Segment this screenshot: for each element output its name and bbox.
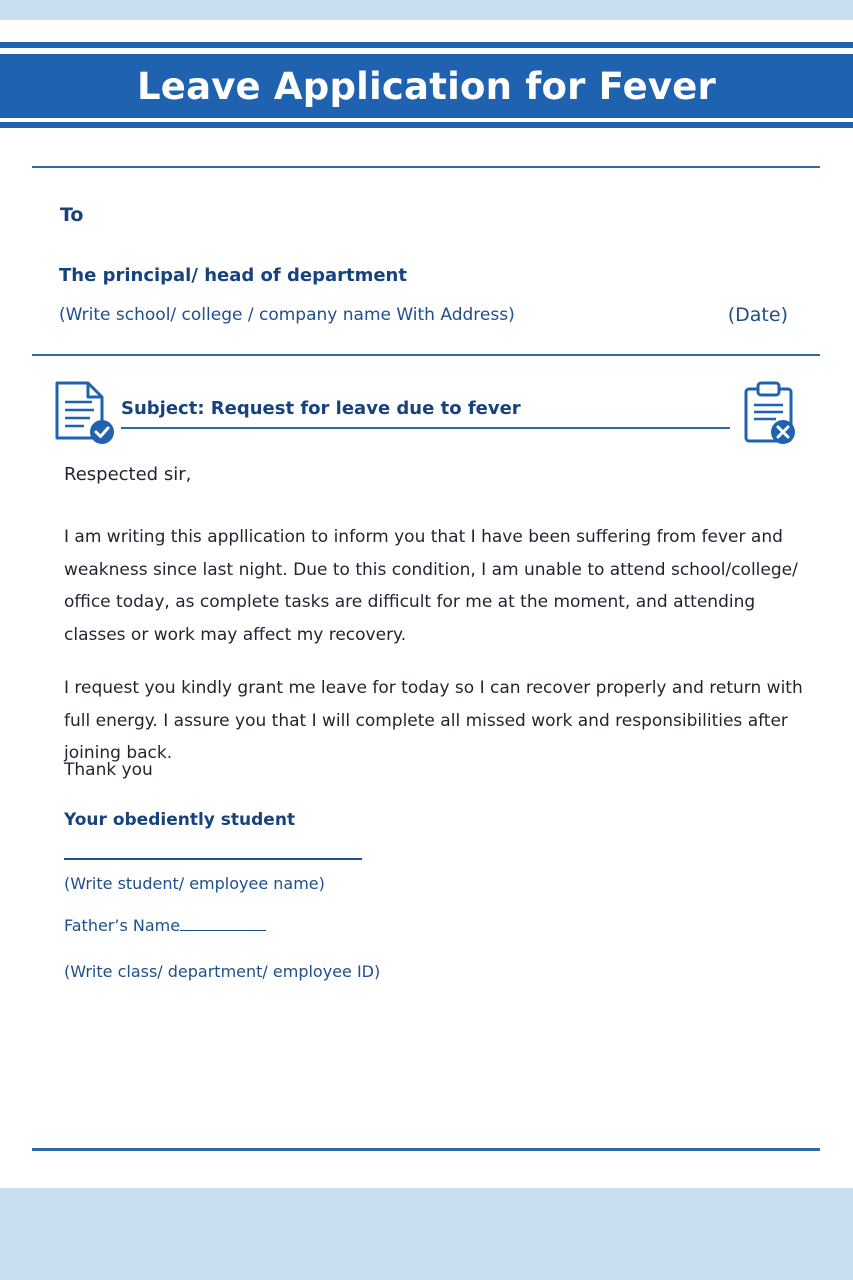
institution-placeholder: (Write school/ college / company name With Address) xyxy=(59,305,515,325)
body-paragraph-1: I am writing this appllication to inform you that I have been suffering from fever and weakness since last night. Due to this condition, I am unable to attend school/college/ office today, as complete tasks are difficult for me at the moment, and attending classes or work may affect my recovery. xyxy=(64,527,798,645)
subject-line: Subject: Request for leave due to fever xyxy=(121,398,521,419)
body-paragraph-2: I request you kindly grant me leave for today so I can recover properly and return with full energy. I assure you that I will complete all missed work and responsibilities after joining back. xyxy=(64,678,803,763)
divider-top xyxy=(32,166,820,168)
title-banner xyxy=(0,54,853,118)
name-placeholder: (Write student/ employee name) xyxy=(64,874,325,893)
divider-middle xyxy=(32,354,820,356)
document-check-icon xyxy=(54,380,118,446)
signature-line xyxy=(64,858,362,860)
salutation: Respected sir, xyxy=(64,464,192,485)
id-placeholder: (Write class/ department/ employee ID) xyxy=(64,962,381,981)
subject-underline xyxy=(121,427,730,429)
header-line-bottom xyxy=(0,122,853,128)
father-name-label: Father’s Name xyxy=(64,916,181,935)
closing: Your obediently student xyxy=(64,810,296,830)
page-title: Leave Application for Fever xyxy=(137,64,716,108)
thank-you: Thank you xyxy=(64,760,153,780)
top-band xyxy=(0,0,853,20)
header-line-top xyxy=(0,42,853,48)
father-name-field xyxy=(64,916,266,935)
recipient-designation: The principal/ head of department xyxy=(59,265,407,286)
date-placeholder: (Date) xyxy=(727,304,788,326)
divider-bottom xyxy=(32,1148,820,1151)
father-name-blank xyxy=(180,930,266,931)
bottom-band xyxy=(0,1188,853,1280)
clipboard-cancel-icon xyxy=(740,380,800,448)
to-label: To xyxy=(60,204,84,226)
